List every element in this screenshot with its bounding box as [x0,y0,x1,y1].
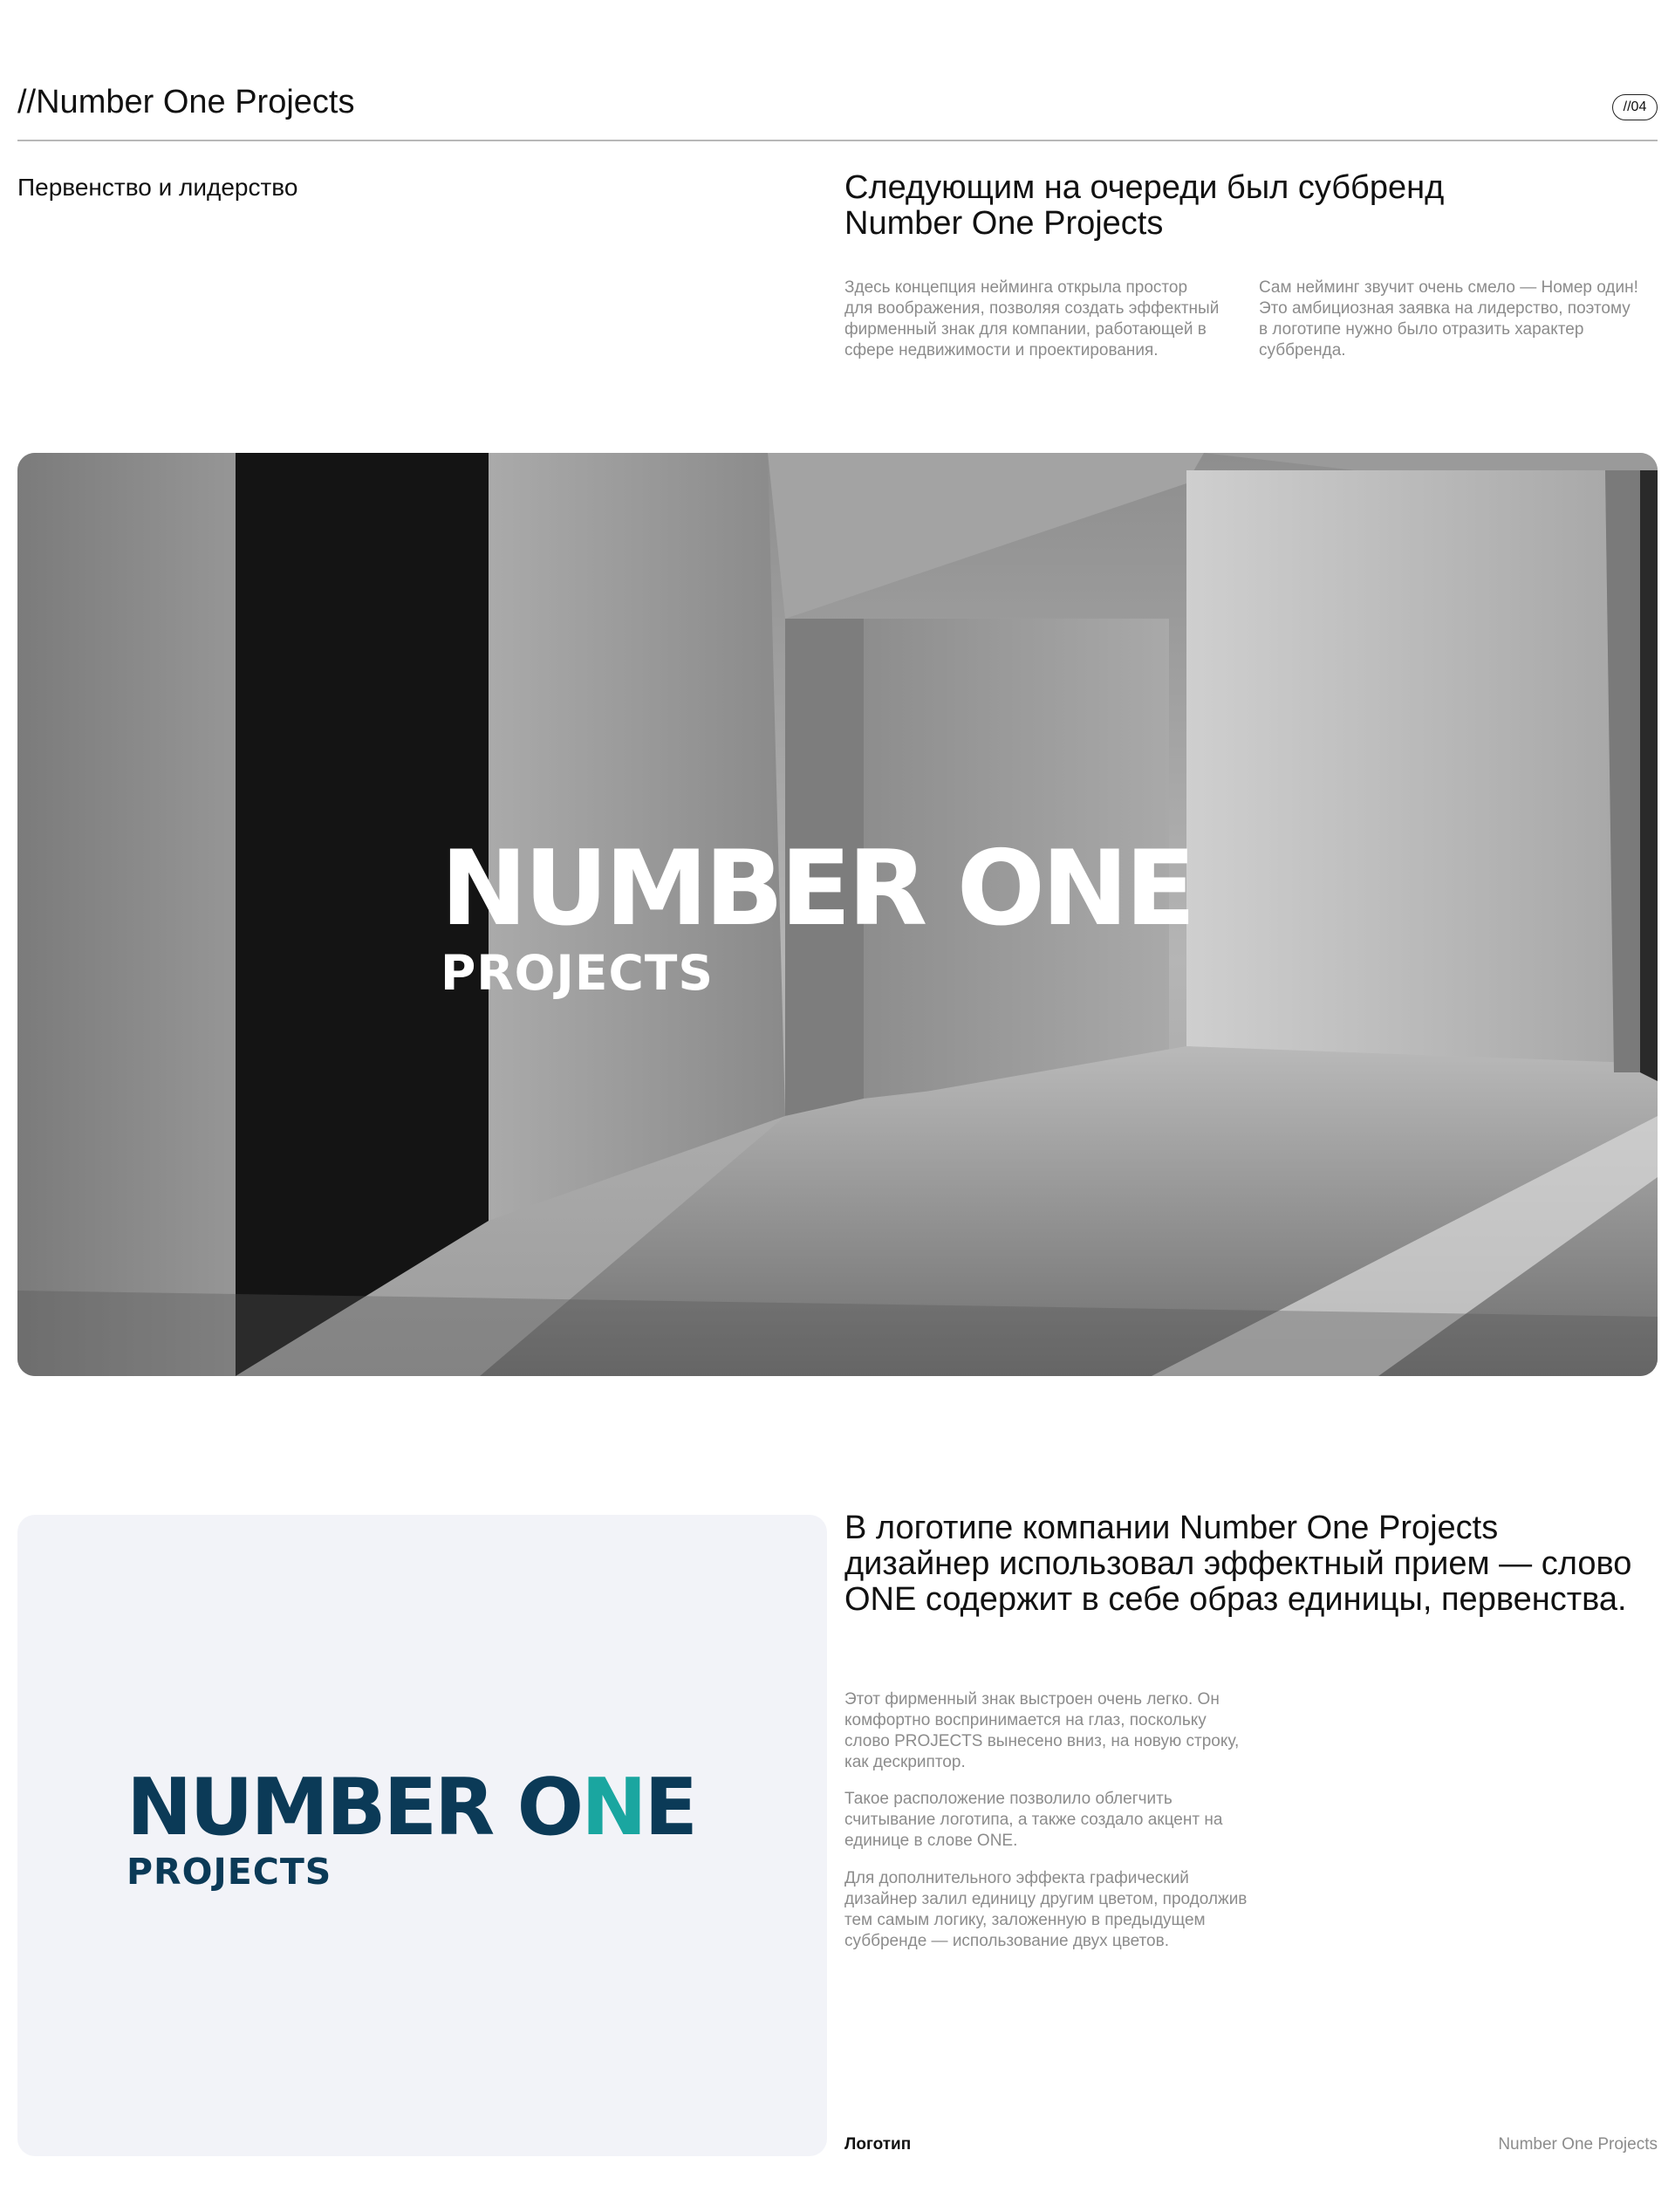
section-heading: В логотипе компании Number One Projects дизайнер использовал эффектный прием — слово ONE содержит в себе образ единицы, первенства. [844,1510,1632,1618]
description-paragraph-1: Этот фирменный знак выстроен очень легко. Он комфортно воспринимается на глаз, поскольку слово PROJECTS вынесено вниз, на новую строку, как дескриптор. [844,1690,1240,1771]
logo-descriptor: PROJECTS [441,945,714,1001]
number-one-logo-color [126,1762,695,1893]
number-one-logo-white [441,829,1193,1001]
logo-descriptor: PROJECTS [126,1851,332,1893]
logo-wordmark-start: NUMBER O [441,829,1042,949]
logo-one-glyph-accent: N [581,1762,645,1853]
section-label: Первенство и лидерство [17,174,298,201]
logo-wordmark-end: E [644,1762,695,1853]
page-number-badge: //04 [1612,94,1658,120]
logo-one-glyph: N [1041,829,1125,949]
description-paragraph-3: Для дополнительного эффекта графический дизайнер залил единицу другим цветом, продолжив тем самым логику, заложенную в предыдущем суббренде — использование двух цветов. [844,1869,1248,1950]
page-title: //Number One Projects [17,84,355,120]
hero-photo [17,453,1658,1376]
logo-wordmark-end: E [1125,829,1193,949]
description-paragraph-2: Такое расположение позволило облегчить считывание логотипа, а также создало акцент на единице в слове ONE. [844,1790,1223,1850]
footer-project-name: Number One Projects [1498,2135,1658,2154]
footer-section-label: Логотип [844,2135,912,2154]
logo-card [17,1515,827,2156]
description-column-2: Сам нейминг звучит очень смело — Номер один! Это амбициозная заявка на лидерство, поэтому в логотипе нужно было отразить характер суббренда. [1259,278,1638,360]
header-divider [17,140,1658,141]
logo-wordmark-start: NUMBER O [126,1762,582,1853]
description-column-1: Здесь концепция нейминга открыла простор для воображения, позволяя создать эффектный фирменный знак для компании, работающей в сфере недвижимости и проектирования. [844,278,1220,360]
section-heading: Следующим на очереди был суббренд Number One Projects [844,169,1445,242]
